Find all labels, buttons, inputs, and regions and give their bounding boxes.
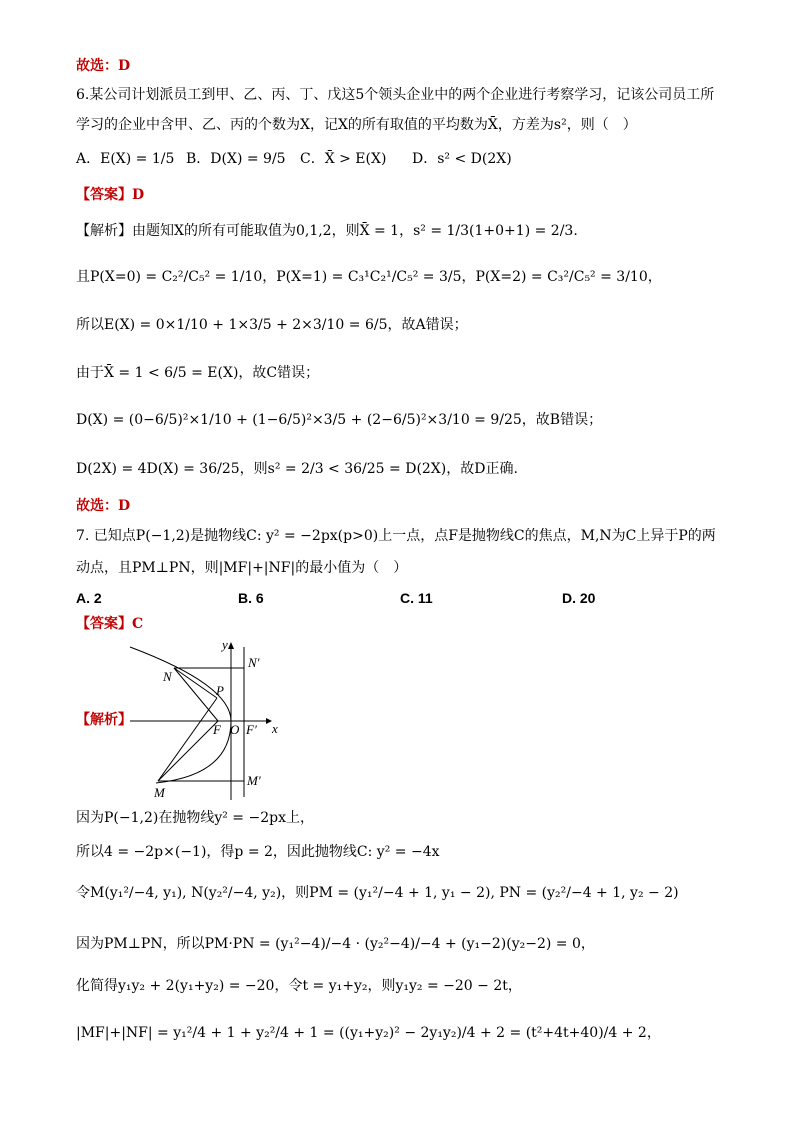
label-p: P xyxy=(216,683,224,698)
label-n: N xyxy=(163,669,172,684)
solution-7-line-6: |MF|+|NF| = y₁²/4 + 1 + y₂²/4 + 1 = ((y₁+y₂)² − 2y₁y₂)/4 + 2 = (t²+4t+40)/4 + 2， xyxy=(76,1025,661,1041)
label-n-prime: N′ xyxy=(248,655,260,670)
answer-6: 【答案】D xyxy=(76,187,145,203)
solution-6-line-5: D(X) = (0−6/5)²×1/10 + (1−6/5)²×3/5 + (2−6/5)²×3/10 = 9/25，故B错误； xyxy=(76,412,603,428)
segment-m-p xyxy=(158,698,217,781)
question-6-line-1: 6.某公司计划派员工到甲、乙、丙、丁、戊这5个领头企业中的两个企业进行考察学习，记该公司员工所 xyxy=(76,87,715,103)
parabola-diagram xyxy=(126,635,286,805)
label-y: y xyxy=(222,637,228,652)
q7-option-d: D. 20 xyxy=(562,590,596,606)
parabola-curve xyxy=(130,647,231,783)
solution-7-line-3: 令M(y₁²/−4, y₁), N(y₂²/−4, y₂)，则PM = (y₁²/−4 + 1, y₁ − 2), PN = (y₂²/−4 + 1, y₂ − 2) xyxy=(76,885,679,901)
answer-7: 【答案】C xyxy=(76,616,144,632)
solution-7-line-5: 化简得y₁y₂ + 2(y₁+y₂) = −20，令t = y₁+y₂，则y₁y₂ = −20 − 2t， xyxy=(76,978,522,994)
solution-6-line-3: 所以E(X) = 0×1/10 + 1×3/5 + 2×3/10 = 6/5，故A错误； xyxy=(76,317,468,333)
segment-m-f xyxy=(158,721,218,781)
label-m-prime: M′ xyxy=(247,773,261,788)
question-7-line-1: 7. 已知点P(−1,2)是抛物线C: y² = −2px(p>0)上一点，点F是抛物线C的焦点，M,N为C上异于P的两 xyxy=(76,528,716,544)
solution-7-label: 【解析】 xyxy=(76,712,132,728)
solution-6-line-4: 由于X̄ = 1 < 6/5 = E(X)，故C错误； xyxy=(76,365,320,381)
label-m: M xyxy=(154,785,165,800)
q6-option-a: A．E(X) = 1/5 xyxy=(76,151,175,167)
solution-6-line-1: 【解析】由题知X的所有可能取值为0,1,2，则X̄ = 1，s² = 1/3(1+0+1) = 2/3. xyxy=(76,223,578,239)
label-f: F xyxy=(213,722,221,737)
answer-conclusion-prev: 故选：D xyxy=(76,58,131,74)
label-x: x xyxy=(272,721,278,736)
solution-7-line-1: 因为P(−1,2)在抛物线y² = −2px上， xyxy=(76,810,314,826)
q6-option-c: C．X̄ > E(X) xyxy=(300,151,387,167)
q6-option-d: D．s² < D(2X) xyxy=(412,151,512,167)
solution-7-line-2: 所以4 = −2p×(−1)，得p = 2，因此抛物线C: y² = −4x xyxy=(76,844,440,860)
solution-7-line-4: 因为PM⊥PN，所以PM·PN = (y₁²−4)/−4 · (y₂²−4)/−4 + (y₁−2)(y₂−2) = 0， xyxy=(76,936,595,952)
q6-option-b: B．D(X) = 9/5 xyxy=(186,151,286,167)
q7-option-a: A. 2 xyxy=(76,590,102,606)
label-f-prime: F′ xyxy=(246,722,257,737)
label-o: O xyxy=(230,722,240,737)
solution-6-line-2: 且P(X=0) = C₂²/C₅² = 1/10，P(X=1) = C₃¹C₂¹/C₅² = 3/5，P(X=2) = C₃²/C₅² = 3/10， xyxy=(76,269,662,285)
y-axis-arrow xyxy=(228,642,234,649)
question-6-line-2: 学习的企业中含甲、乙、丙的个数为X，记X的所有取值的平均数为X̄，方差为s²，则（ ） xyxy=(76,117,637,133)
question-7-line-2: 动点，且PM⊥PN，则|MF|+|NF|的最小值为（ ） xyxy=(76,560,408,576)
q7-option-b: B. 6 xyxy=(238,590,264,606)
answer-conclusion-6: 故选：D xyxy=(76,498,131,514)
q7-option-c: C. 11 xyxy=(400,590,433,606)
solution-6-line-6: D(2X) = 4D(X) = 36/25，则s² = 2/3 < 36/25 = D(2X)，故D正确. xyxy=(76,461,518,477)
